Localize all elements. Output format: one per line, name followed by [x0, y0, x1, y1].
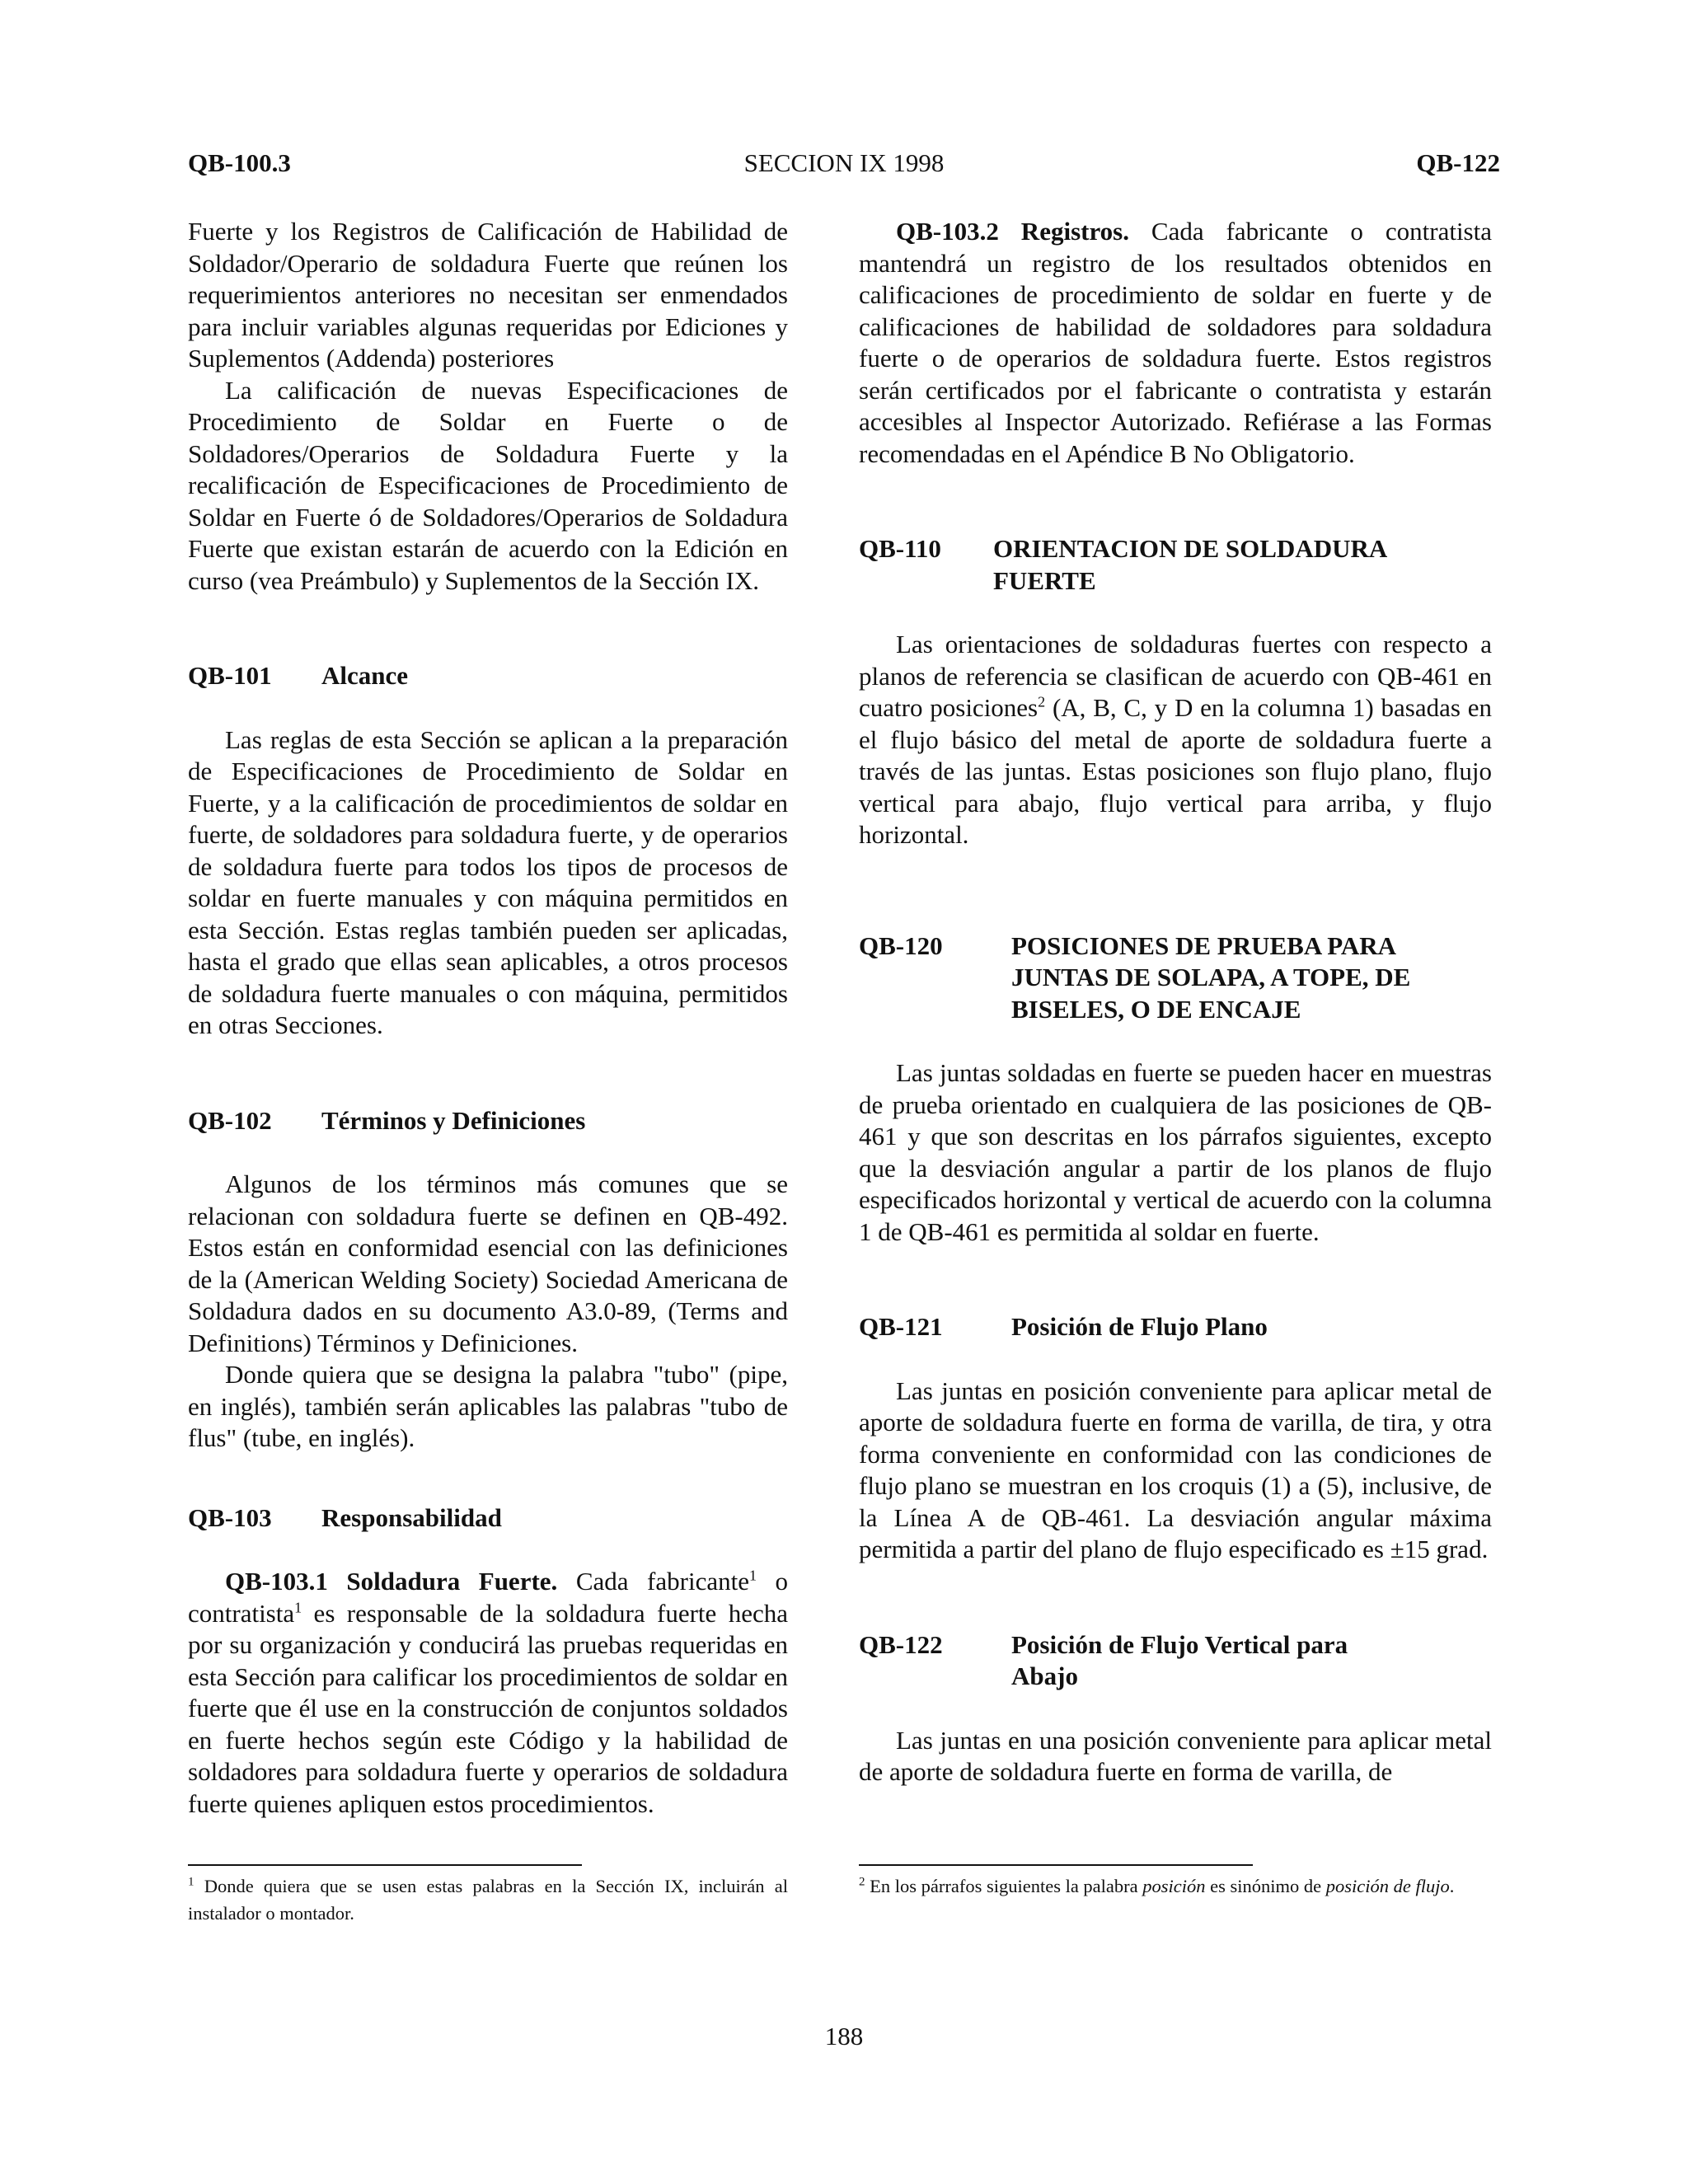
right-column	[859, 216, 1492, 1788]
footnote-2: $^2$ En los párrafos siguientes la palabra posición es sinónimo de posición de flujo.	[859, 1875, 1455, 1896]
footnote-mark: 2	[859, 1875, 865, 1889]
footnote-mark: 1	[188, 1875, 195, 1889]
page-number: 188	[824, 2022, 864, 2050]
header-section-right: QB-122	[1416, 148, 1500, 177]
paragraph-qb103-1: QB-103.1 Soldadura Fuerte. Cada fabricante$^1$ o contratista$^1$ es responsable de la soldadura fuerte hecha por su organización y conducirá las pruebas requeridas en esta Sección para calificar los procedimientos de soldar en fuerte que él use en la construcción de conjuntos soldados en fuerte hechos según este Código y la habilidad de soldadores para soldadura fuerte y operarios de soldadura fuerte quienes apliquen estos procedimientos.	[188, 1567, 788, 1818]
left-column	[188, 216, 788, 1820]
section-number: QB-103	[188, 1502, 272, 1532]
section-title: Posición de Flujo Vertical para Abajo	[1011, 1629, 1348, 1690]
section-heading-qb103	[188, 1502, 788, 1535]
footnote-divider	[859, 1864, 1253, 1866]
section-title: ORIENTACION DE SOLDADURA FUERTE	[993, 534, 1386, 595]
section-title: Términos y Definiciones	[321, 1105, 586, 1135]
header-title: SECCION IX 1998	[743, 148, 945, 177]
subsection-lead: QB-103.2 Registros.	[896, 217, 1129, 246]
paragraph: Donde quiera que se designa la palabra "tubo" (pipe, en inglés), también serán aplicables las palabras "tubo de flus" (tube, en inglés).	[188, 1360, 788, 1452]
section-title: POSICIONES DE PRUEBA PARA JUNTAS DE SOLAPA, A TOPE, DE BISELES, O DE ENCAJE	[1011, 930, 1411, 1024]
section-heading-qb110	[859, 533, 1492, 597]
section-heading-qb122	[859, 1629, 1492, 1693]
section-heading-qb120	[859, 930, 1492, 1026]
section-number: QB-102	[188, 1105, 272, 1135]
section-title: Posición de Flujo Plano	[1011, 1312, 1268, 1341]
section-number: QB-121	[859, 1312, 943, 1341]
section-title: Alcance	[321, 661, 409, 690]
paragraph: Algunos de los términos más comunes que se relacionan con soldadura fuerte se definen en QB-492. Estos están en conformidad esencial con las definiciones de la (American Welding Society) Sociedad Americana de Soldadura dados en su documento A3.0-89, (Terms and Definitions) Términos y Definiciones.	[188, 1169, 788, 1357]
footnote-ref: 2	[1038, 693, 1046, 710]
paragraph: Las juntas en posición conveniente para aplicar metal de aporte de soldadura fuerte en forma de varilla, de tira, y otra forma conveniente en conformidad con las condiciones de flujo plano se muestran en los croquis (1) a (5), inclusive, de la Línea A de QB-461. La desviación angular máxima permitida a partir del plano de flujo especificado es ±15 grad.	[859, 1376, 1492, 1563]
subsection-lead: QB-103.1 Soldadura Fuerte.	[225, 1567, 558, 1596]
header-section-left: QB-100.3	[188, 148, 291, 177]
paragraph-qb103-2: QB-103.2 Registros. Cada fabricante o contratista mantendrá un registro de los resultados obtenidos en calificaciones de procedimiento de soldar en fuerte y de calificaciones de habilidad de soldadores para soldadura fuerte o de operarios de soldadura fuerte. Estos registros serán certificados por el fabricante o contratista y estarán accesibles al Inspector Autorizado. Refiérase a las Formas recomendadas en el Apéndice B No Obligatorio.	[859, 217, 1492, 468]
section-number: QB-120	[859, 930, 943, 960]
paragraph: Las reglas de esta Sección se aplican a la preparación de Especificaciones de Procedimiento de Soldar en Fuerte, y a la calificación de procedimientos de soldar en fuerte, de soldadores para soldadura fuerte, y de operarios de soldadura fuerte para todos los tipos de procesos de soldar en fuerte manuales y con máquina permitidos en esta Sección. Estas reglas también pueden ser aplicadas, hasta el grado que ellas sean aplicables, a otros procesos de soldadura fuerte manuales o con máquina, permitidos en otras Secciones.	[188, 724, 788, 1039]
section-number: QB-122	[859, 1629, 943, 1659]
footnote-1: $^1$ Donde quiera que se usen estas palabras en la Sección IX, incluirán al instalador o montador.	[188, 1875, 788, 1924]
paragraph: Las juntas en una posición conveniente para aplicar metal de aporte de soldadura fuerte en forma de varilla, de	[859, 1725, 1492, 1786]
section-number: QB-101	[188, 661, 272, 690]
footnote-ref: 1	[748, 1567, 757, 1584]
paragraph: Las orientaciones de soldaduras fuertes con respecto a planos de referencia se clasifican de acuerdo con QB-461 en cuatro posiciones$^2$ (A, B, C, y D en la columna 1) basadas en el flujo básico del metal de aporte de soldadura fuerte a través de las juntas. Estas posiciones son flujo plano, flujo vertical para abajo, flujo vertical para arriba, y flujo horizontal.	[859, 630, 1492, 849]
section-number: QB-110	[859, 534, 941, 563]
paragraph: Fuerte y los Registros de Calificación de Habilidad de Soldador/Operario de soldadura Fuerte que reúnen los requerimientos anteriores no necesitan ser enmendados para incluir variables algunas requeridas por Ediciones y Suplementos (Addenda) posteriores	[188, 217, 788, 373]
footnote-ref: 1	[294, 1599, 302, 1616]
footnote-divider	[188, 1864, 582, 1866]
section-heading-qb101	[188, 660, 788, 692]
section-title: Responsabilidad	[321, 1502, 502, 1532]
paragraph: Las juntas soldadas en fuerte se pueden hacer en muestras de prueba orientado en cualquiera de las posiciones de QB-461 y que son descritas en los párrafos siguientes, excepto que la desviación angular a partir de los planos de flujo especificados horizontal y vertical de acuerdo con la columna 1 de QB-461 es permitida al soldar en fuerte.	[859, 1058, 1492, 1246]
section-heading-qb102	[188, 1105, 788, 1137]
paragraph: La calificación de nuevas Especificaciones de Procedimiento de Soldar en Fuerte o de Soldadores/Operarios de Soldadura Fuerte y la recalificación de Especificaciones de Procedimiento de Soldar en Fuerte ó de Soldadores/Operarios de Soldadura Fuerte que existan estarán de acuerdo con la Edición en curso (vea Preámbulo) y Suplementos de la Sección IX.	[188, 375, 788, 595]
section-heading-qb121	[859, 1311, 1492, 1343]
